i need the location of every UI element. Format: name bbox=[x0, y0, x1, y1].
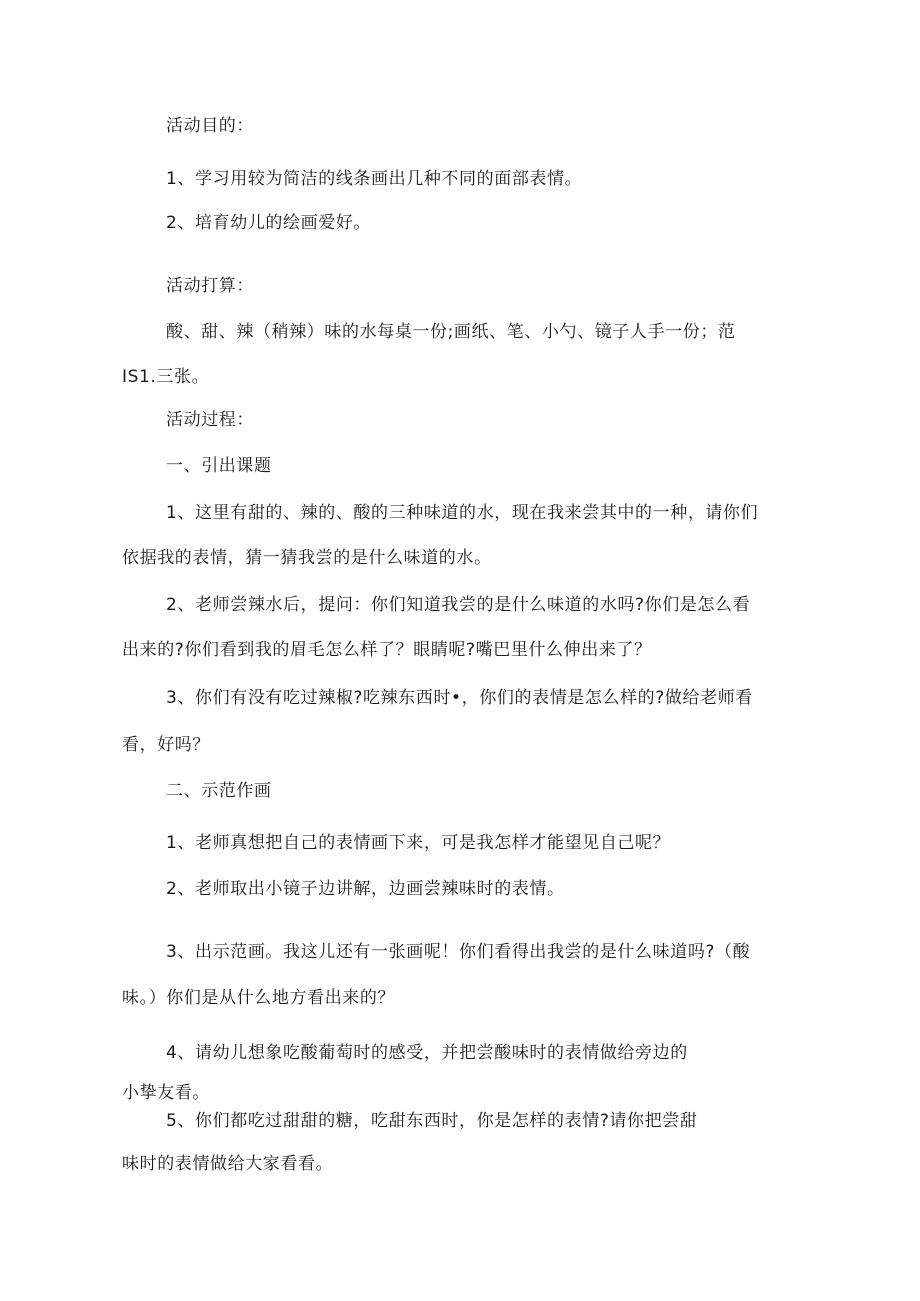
process-item-2-line-1: 2、老师尝辣水后，提问：你们知道我尝的是什么味道的水吗?你们是怎么看 bbox=[166, 595, 751, 615]
demo-item-4-line-2: 小挚友看。 bbox=[122, 1083, 210, 1103]
heading-activity-preparation: 活动打算： bbox=[166, 276, 254, 296]
goal-item-2: 2、培育幼儿的绘画爱好。 bbox=[166, 213, 372, 233]
process-item-2-line-2: 出来的?你们看到我的眉毛怎么样了？眼睛呢?嘴巴里什么伸出来了？ bbox=[122, 640, 652, 660]
demo-item-4-line-1: 4、请幼儿想象吃酸葡萄时的感受，并把尝酸味时的表情做给旁边的 bbox=[166, 1043, 688, 1063]
section-heading-2: 二、示范作画 bbox=[166, 781, 272, 801]
heading-activity-goals: 活动目的： bbox=[166, 116, 254, 136]
process-item-3-line-2: 看，好吗？ bbox=[122, 735, 210, 755]
demo-item-5-line-1: 5、你们都吃过甜甜的糖，吃甜东西时，你是怎样的表情?请你把尝甜 bbox=[166, 1111, 698, 1131]
process-item-1-line-2: 依据我的表情，猜一猜我尝的是什么味道的水。 bbox=[122, 548, 492, 568]
section-heading-1: 一、引出课题 bbox=[166, 456, 272, 476]
process-item-1-line-1: 1、这里有甜的、辣的、酸的三种味道的水，现在我来尝其中的一种，请你们 bbox=[166, 503, 759, 523]
demo-item-5-line-2: 味时的表情做给大家看看。 bbox=[122, 1154, 334, 1174]
goal-item-1: 1、学习用较为简洁的线条画出几种不同的面部表情。 bbox=[166, 169, 583, 189]
preparation-text-line-2: IS1.三张。 bbox=[122, 367, 210, 387]
preparation-text-line-1: 酸、甜、辣（稍辣）味的水每桌一份;画纸、笔、小勺、镜子人手一份；范 bbox=[166, 322, 736, 342]
heading-activity-process: 活动过程： bbox=[166, 410, 254, 430]
demo-item-3-line-2: 味。）你们是从什么地方看出来的？ bbox=[122, 988, 396, 1008]
demo-item-1: 1、老师真想把自己的表情画下来，可是我怎样才能望见自己呢？ bbox=[166, 833, 671, 853]
demo-item-3-line-1: 3、出示范画。我这儿还有一张画呢！你们看得出我尝的是什么味道吗?（酸 bbox=[166, 942, 751, 962]
demo-item-2: 2、老师取出小镜子边讲解，边画尝辣味时的表情。 bbox=[166, 879, 565, 899]
process-item-3-line-1: 3、你们有没有吃过辣椒?吃辣东西时•，你们的表情是怎么样的?做给老师看 bbox=[166, 688, 753, 708]
